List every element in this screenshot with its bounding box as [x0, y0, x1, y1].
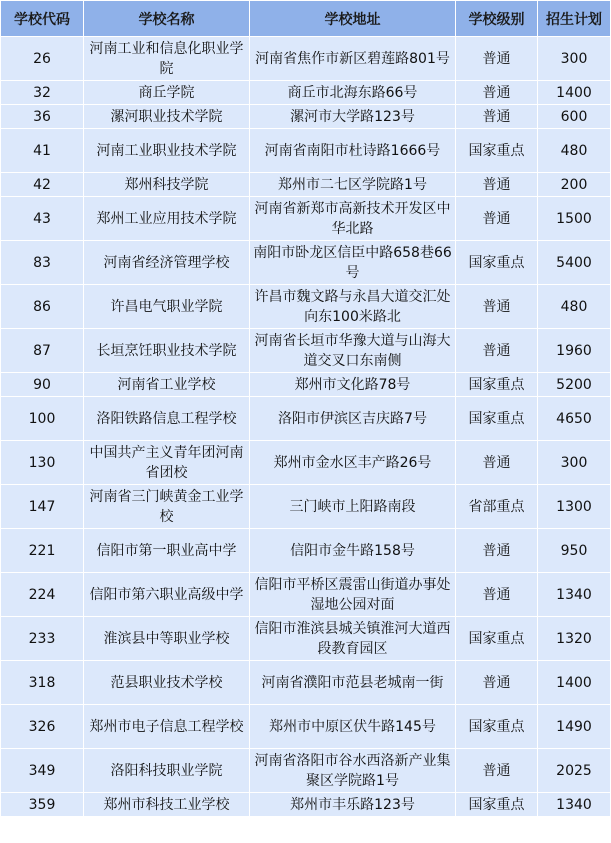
- school-level-cell: 普通: [456, 573, 538, 617]
- header-enrollment-plan: 招生计划: [538, 1, 611, 37]
- school-name-cell: 淮滨县中等职业学校: [84, 617, 250, 661]
- school-level-cell: 普通: [456, 329, 538, 373]
- school-code-cell: 43: [1, 197, 84, 241]
- school-level-cell: 普通: [456, 285, 538, 329]
- school-address-cell: 信阳市金牛路158号: [250, 529, 456, 573]
- school-name-cell: 洛阳科技职业学院: [84, 749, 250, 793]
- school-name-cell: 漯河职业技术学院: [84, 105, 250, 129]
- school-name-cell: 河南工业职业技术学院: [84, 129, 250, 173]
- school-name-cell: 中国共产主义青年团河南省团校: [84, 441, 250, 485]
- school-level-cell: 国家重点: [456, 129, 538, 173]
- school-address-cell: 南阳市卧龙区信臣中路658巷66号: [250, 241, 456, 285]
- school-address-cell: 河南省焦作市新区碧莲路801号: [250, 37, 456, 81]
- table-row: [1, 81, 611, 105]
- school-name-cell: 信阳市第一职业高中学: [84, 529, 250, 573]
- school-level-cell: 省部重点: [456, 485, 538, 529]
- table-row: [1, 197, 611, 241]
- school-level-cell: 普通: [456, 197, 538, 241]
- enrollment-plan-cell: 2025: [538, 749, 611, 793]
- school-level-cell: 普通: [456, 661, 538, 705]
- school-code-cell: 36: [1, 105, 84, 129]
- school-level-cell: 国家重点: [456, 241, 538, 285]
- enrollment-plan-cell: 1320: [538, 617, 611, 661]
- school-address-cell: 郑州市二七区学院路1号: [250, 173, 456, 197]
- school-level-cell: 国家重点: [456, 373, 538, 397]
- school-name-cell: 长垣烹饪职业技术学院: [84, 329, 250, 373]
- school-level-cell: 普通: [456, 81, 538, 105]
- school-address-cell: 郑州市丰乐路123号: [250, 793, 456, 817]
- school-name-cell: 郑州市科技工业学校: [84, 793, 250, 817]
- school-code-cell: 326: [1, 705, 84, 749]
- school-code-cell: 147: [1, 485, 84, 529]
- school-address-cell: 河南省新郑市高新技术开发区中华北路: [250, 197, 456, 241]
- school-address-cell: 信阳市平桥区震雷山街道办事处湿地公园对面: [250, 573, 456, 617]
- enrollment-plan-cell: 4650: [538, 397, 611, 441]
- table-row: [1, 441, 611, 485]
- enrollment-plan-cell: 300: [538, 441, 611, 485]
- enrollment-plan-cell: 1400: [538, 81, 611, 105]
- school-address-cell: 信阳市淮滨县城关镇淮河大道西段教育园区: [250, 617, 456, 661]
- school-level-cell: 普通: [456, 529, 538, 573]
- school-name-cell: 河南省经济管理学校: [84, 241, 250, 285]
- school-address-cell: 郑州市金水区丰产路26号: [250, 441, 456, 485]
- school-code-cell: 221: [1, 529, 84, 573]
- school-address-cell: 许昌市魏文路与永昌大道交汇处向东100米路北: [250, 285, 456, 329]
- school-code-cell: 90: [1, 373, 84, 397]
- school-name-cell: 信阳市第六职业高级中学: [84, 573, 250, 617]
- enrollment-plan-cell: 1340: [538, 793, 611, 817]
- school-level-cell: 国家重点: [456, 617, 538, 661]
- enrollment-plan-cell: 200: [538, 173, 611, 197]
- school-code-cell: 87: [1, 329, 84, 373]
- school-address-cell: 河南省濮阳市范县老城南一街: [250, 661, 456, 705]
- header-school-code: 学校代码: [1, 1, 84, 37]
- school-level-cell: 国家重点: [456, 705, 538, 749]
- school-code-cell: 86: [1, 285, 84, 329]
- header-row: [1, 1, 611, 37]
- school-code-cell: 359: [1, 793, 84, 817]
- table-row: [1, 241, 611, 285]
- enrollment-plan-cell: 1960: [538, 329, 611, 373]
- enrollment-plan-cell: 1490: [538, 705, 611, 749]
- school-name-cell: 河南工业和信息化职业学院: [84, 37, 250, 81]
- table-row: [1, 129, 611, 173]
- school-code-cell: 100: [1, 397, 84, 441]
- school-address-cell: 商丘市北海东路66号: [250, 81, 456, 105]
- school-name-cell: 商丘学院: [84, 81, 250, 105]
- table-row: [1, 37, 611, 81]
- enrollment-plan-cell: 5200: [538, 373, 611, 397]
- header-school-address: 学校地址: [250, 1, 456, 37]
- school-address-cell: 河南省长垣市华豫大道与山海大道交叉口东南侧: [250, 329, 456, 373]
- school-name-cell: 洛阳铁路信息工程学校: [84, 397, 250, 441]
- school-level-cell: 普通: [456, 441, 538, 485]
- school-address-cell: 河南省洛阳市谷水西洛新产业集聚区学院路1号: [250, 749, 456, 793]
- school-code-cell: 318: [1, 661, 84, 705]
- school-code-cell: 130: [1, 441, 84, 485]
- enrollment-plan-cell: 600: [538, 105, 611, 129]
- table-row: [1, 661, 611, 705]
- table-row: [1, 749, 611, 793]
- school-level-cell: 国家重点: [456, 397, 538, 441]
- school-name-cell: 许昌电气职业学院: [84, 285, 250, 329]
- school-code-cell: 26: [1, 37, 84, 81]
- enrollment-plan-cell: 480: [538, 129, 611, 173]
- table-row: [1, 705, 611, 749]
- table-row: [1, 397, 611, 441]
- table-row: [1, 173, 611, 197]
- school-code-cell: 349: [1, 749, 84, 793]
- school-code-cell: 233: [1, 617, 84, 661]
- school-address-cell: 三门峡市上阳路南段: [250, 485, 456, 529]
- enrollment-plan-cell: 480: [538, 285, 611, 329]
- school-name-cell: 郑州市电子信息工程学校: [84, 705, 250, 749]
- table-row: [1, 485, 611, 529]
- school-address-cell: 洛阳市伊滨区吉庆路7号: [250, 397, 456, 441]
- enrollment-plan-cell: 1400: [538, 661, 611, 705]
- school-name-cell: 河南省工业学校: [84, 373, 250, 397]
- enrollment-plan-cell: 1340: [538, 573, 611, 617]
- header-school-level: 学校级别: [456, 1, 538, 37]
- school-level-cell: 普通: [456, 37, 538, 81]
- school-level-cell: 普通: [456, 749, 538, 793]
- table-row: [1, 529, 611, 573]
- header-school-name: 学校名称: [84, 1, 250, 37]
- school-level-cell: 国家重点: [456, 793, 538, 817]
- enrollment-plan-cell: 1300: [538, 485, 611, 529]
- school-code-cell: 224: [1, 573, 84, 617]
- table-row: [1, 617, 611, 661]
- school-name-cell: 郑州科技学院: [84, 173, 250, 197]
- school-address-cell: 郑州市文化路78号: [250, 373, 456, 397]
- table-row: [1, 329, 611, 373]
- school-name-cell: 河南省三门峡黄金工业学校: [84, 485, 250, 529]
- table-row: [1, 105, 611, 129]
- school-address-cell: 郑州市中原区伏牛路145号: [250, 705, 456, 749]
- table-row: [1, 373, 611, 397]
- enrollment-plan-cell: 5400: [538, 241, 611, 285]
- table-row: [1, 285, 611, 329]
- school-name-cell: 郑州工业应用技术学院: [84, 197, 250, 241]
- school-level-cell: 普通: [456, 105, 538, 129]
- school-code-cell: 42: [1, 173, 84, 197]
- enrollment-plan-cell: 300: [538, 37, 611, 81]
- school-name-cell: 范县职业技术学校: [84, 661, 250, 705]
- school-address-cell: 漯河市大学路123号: [250, 105, 456, 129]
- enrollment-plan-cell: 1500: [538, 197, 611, 241]
- school-code-cell: 41: [1, 129, 84, 173]
- school-code-cell: 83: [1, 241, 84, 285]
- school-level-cell: 普通: [456, 173, 538, 197]
- enrollment-plan-cell: 950: [538, 529, 611, 573]
- table-row: [1, 793, 611, 817]
- table-row: [1, 573, 611, 617]
- school-code-cell: 32: [1, 81, 84, 105]
- school-address-cell: 河南省南阳市杜诗路1666号: [250, 129, 456, 173]
